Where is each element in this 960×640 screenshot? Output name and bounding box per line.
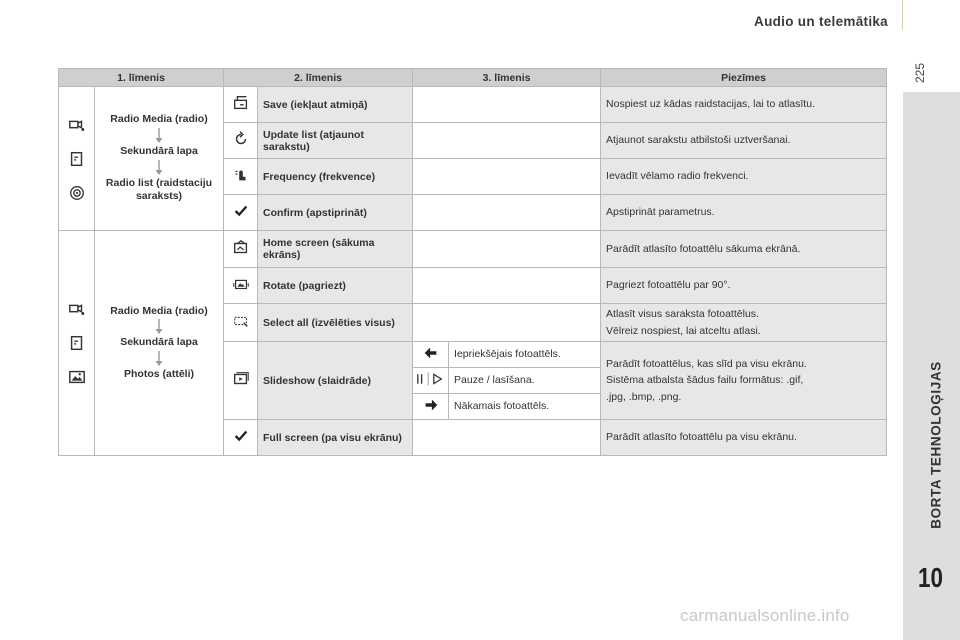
level1-source-label: Radio Media (radio): [110, 113, 208, 126]
media-source-icon: [67, 299, 87, 319]
empty-level3-cell: [413, 195, 601, 231]
page-number: [912, 60, 928, 84]
section-title: Audio un telemātika: [754, 14, 888, 29]
column-header-level1: 1. līmenis: [59, 69, 224, 87]
empty-level3-cell: [413, 231, 601, 268]
rotate-label: Rotate (pagriezt): [258, 268, 413, 304]
slideshow-label: Slideshow (slaidrāde): [258, 342, 413, 420]
empty-level3-cell: [413, 268, 601, 304]
pause-play-label: Pauze / lasīšana.: [449, 368, 601, 394]
slideshow-note: [601, 342, 887, 420]
slideshow-note-line-1: Parādīt fotoattēlus, kas slīd pa visu ekrānu.: [606, 358, 807, 371]
save-label: Save (iekļaut atmiņā): [258, 87, 413, 123]
chapter-number: 10: [918, 562, 943, 593]
level1-icons-cell: [59, 87, 95, 231]
home-screen-note: Parādīt atlasīto fotoattēlu sākuma ekrānā.: [601, 231, 887, 268]
photos-icon: [67, 367, 87, 387]
select-all-note-line-2: Vēlreiz nospiest, lai atceltu atlasi.: [606, 324, 761, 337]
column-header-level2: 2. līmenis: [224, 69, 413, 87]
level1-secondary-label: Sekundārā lapa: [120, 336, 198, 349]
next-photo-label: Nākamais fotoattēls.: [449, 394, 601, 420]
empty-level3-cell: [413, 159, 601, 195]
chapter-label-text: BORTA TEHNOLOĢIJAS: [928, 361, 944, 529]
save-note: Nospiest uz kādas raidstacijas, lai to atlasītu.: [601, 87, 887, 123]
select-all-label: Select all (izvēlēties visus): [258, 304, 413, 342]
update-list-note: Atjaunot sarakstu atbilstoši uztveršanai.: [601, 123, 887, 159]
save-icon: [224, 87, 258, 123]
rotate-icon: [224, 268, 258, 304]
table-row: [59, 231, 887, 268]
full-screen-label: Full screen (pa visu ekrānu): [258, 420, 413, 456]
slideshow-note-line-2: Sistēma atbalsta šādus failu formātus: .gif,: [606, 374, 804, 387]
page-number-text: 225: [913, 62, 927, 84]
arrow-down-icon: [155, 351, 163, 367]
empty-level3-cell: [413, 87, 601, 123]
secondary-page-icon: [67, 333, 87, 353]
slideshow-icon: [224, 342, 258, 420]
header-divider: [902, 0, 903, 30]
media-source-icon: [67, 115, 87, 135]
arrow-left-icon: [413, 342, 449, 368]
checkmark-icon: [224, 195, 258, 231]
checkmark-icon: [224, 420, 258, 456]
empty-level3-cell: [413, 123, 601, 159]
table-row: [59, 87, 887, 123]
level1-page-label: Photos (attēli): [124, 367, 194, 380]
previous-photo-label: Iepriekšējais fotoattēls.: [449, 342, 601, 368]
select-all-note: [601, 304, 887, 342]
select-all-icon: [224, 304, 258, 342]
table-header-row: [59, 69, 887, 87]
arrow-down-icon: [155, 319, 163, 335]
full-screen-note: Parādīt atlasīto fotoattēlu pa visu ekrānu.: [601, 420, 887, 456]
level1-page-label: Radio list (raidstaciju saraksts): [105, 176, 213, 203]
column-header-level3: 3. līmenis: [413, 69, 601, 87]
empty-level3-cell: [413, 304, 601, 342]
chapter-label: [926, 340, 946, 550]
update-list-label: Update list (atjaunot sarakstu): [258, 123, 413, 159]
level1-path-cell: [95, 231, 224, 456]
confirm-note: Apstiprināt parametrus.: [601, 195, 887, 231]
watermark: carmanualsonline.info: [680, 606, 850, 625]
slideshow-note-line-3: .jpg, .bmp, .png.: [606, 390, 682, 403]
pause-play-icon: [413, 368, 449, 394]
arrow-down-icon: [155, 128, 163, 144]
level1-path-cell: [95, 87, 224, 231]
secondary-page-icon: [67, 149, 87, 169]
menu-levels-table: [58, 68, 887, 456]
home-screen-label: Home screen (sākuma ekrāns): [258, 231, 413, 268]
select-all-note-line-1: Atlasīt visus saraksta fotoattēlus.: [606, 308, 759, 321]
level1-secondary-label: Sekundārā lapa: [120, 144, 198, 157]
refresh-icon: [224, 123, 258, 159]
frequency-label: Frequency (frekvence): [258, 159, 413, 195]
radio-list-icon: [67, 183, 87, 203]
arrow-down-icon: [155, 160, 163, 176]
empty-level3-cell: [413, 420, 601, 456]
home-screen-icon: [224, 231, 258, 268]
rotate-note: Pagriezt fotoattēlu par 90°.: [601, 268, 887, 304]
confirm-label: Confirm (apstiprināt): [258, 195, 413, 231]
level1-source-label: Radio Media (radio): [110, 304, 208, 317]
column-header-notes: Piezīmes: [601, 69, 887, 87]
level1-icons-cell: [59, 231, 95, 456]
frequency-icon: [224, 159, 258, 195]
frequency-note: Ievadīt vēlamo radio frekvenci.: [601, 159, 887, 195]
arrow-right-icon: [413, 394, 449, 420]
